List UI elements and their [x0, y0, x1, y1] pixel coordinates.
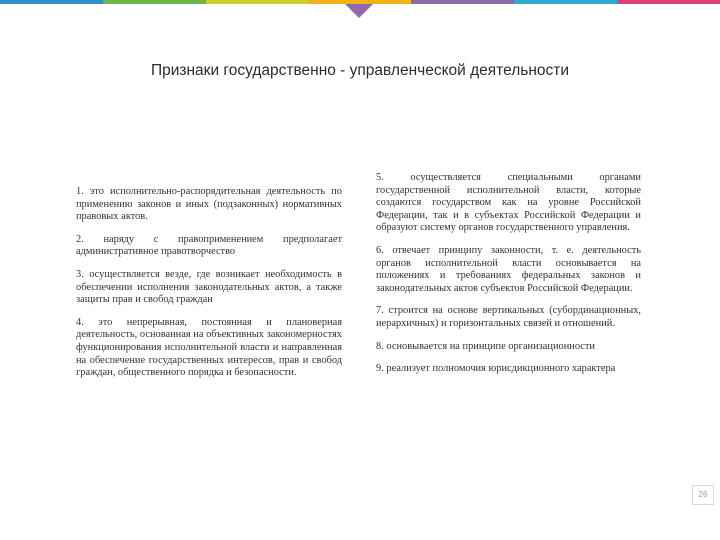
page-number: 26 [692, 485, 714, 505]
stripe-segment [0, 0, 103, 4]
down-triangle-marker [345, 4, 373, 18]
stripe-segment [411, 0, 514, 4]
feature-item: 1. это исполнительно-распорядительная деятельность по применению законов и иных (подзаконных) нормативных правовых актов. [76, 186, 342, 223]
feature-item: 5. осуществляется специальными органами государственной исполнительной власти, которые создаются государством как на уровне Российской Федерации, так и в субъектах Российской Федерации и образуют систему органов государственного управления. [376, 172, 641, 234]
feature-item: 8. основывается на принципе организационности [376, 340, 595, 352]
feature-item: 7. строится на основе вертикальных (субординационных, иерархичных) и горизонтальных связей и отношений. [376, 305, 641, 329]
stripe-segment [206, 0, 309, 4]
stripe-segment [514, 0, 617, 4]
feature-item: 4. это непрерывная, постоянная и плановерная деятельность, основанная на объективных закономерностях функционирования исполнительной власти и направленная на обеспечение государственных интересов, прав и свобод граждан, общественного порядка и безопасности. [76, 316, 342, 379]
stripe-segment [103, 0, 206, 4]
feature-item: 2. наряду с правоприменением предполагает административное правотворчество [76, 233, 342, 258]
feature-item: 3. осуществляется везде, где возникает необходимость в обеспечении исполнения законодательных актов, а также защиты прав и свобод граждан [76, 268, 342, 306]
stripe-segment [617, 0, 720, 4]
right-column [376, 172, 641, 386]
feature-item: 9. реализует полномочия юрисдикционного характера [376, 363, 616, 375]
feature-item: 6. отвечает принципу законности, т. е. деятельность органов исполнительной власти основывается на положениях и требованиях федеральных законов и законодательных актов субъектов Российской Федерации. [376, 244, 641, 294]
slide-title: Признаки государственно - управленческой деятельности [150, 62, 570, 79]
left-column [76, 186, 342, 390]
